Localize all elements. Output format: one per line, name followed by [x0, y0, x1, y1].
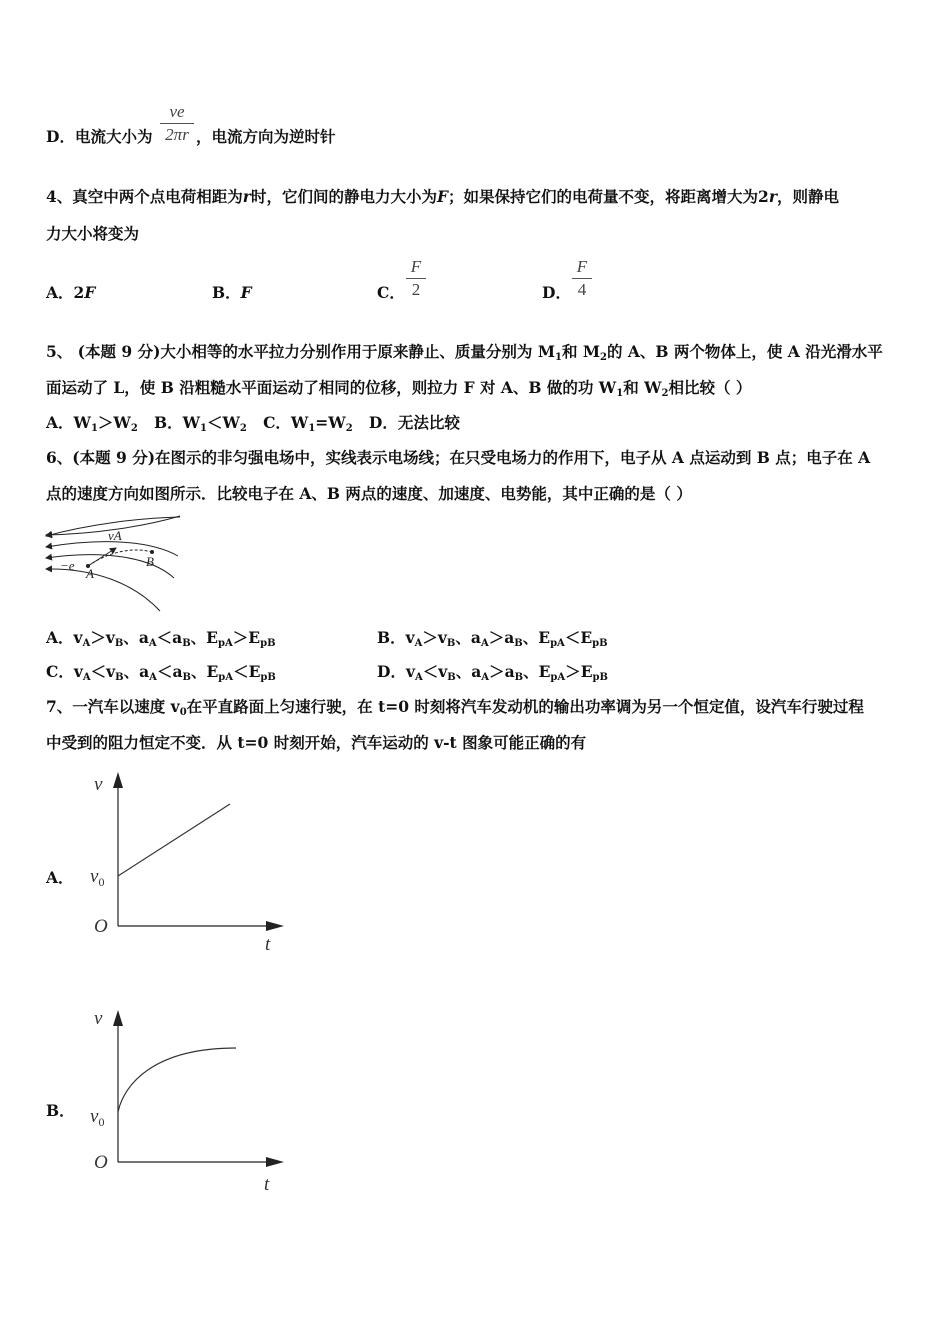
v-t-curve	[118, 1048, 236, 1112]
q5-option-c[interactable]: C．$W_1=W_2$	[263, 413, 353, 434]
q4-option-c-fraction: F 2	[406, 257, 426, 300]
y-axis-label: v	[94, 774, 103, 795]
q7-stem-line2: 中受到的阻力恒定不变．从 t=0 时刻开始，汽车运动的 v-t 图象可能正确的有	[46, 733, 587, 752]
q3-option-d: D．电流大小为	[46, 127, 153, 146]
q5-option-a[interactable]: A．$W_1>W_2$	[46, 413, 138, 434]
q6-option-b[interactable]: B．$v_A>v_B$、$a_A>a_B$、$E_{pA}<E_{pB}$	[377, 628, 608, 649]
x-axis-arrow	[266, 921, 284, 931]
electric-field-figure	[40, 512, 190, 614]
q6-stem-line2: 点的速度方向如图所示．比较电子在 A、B 两点的速度、加速度、电势能，其中正确的是（ ）	[46, 484, 692, 503]
q4-stem-line2: 力大小将变为	[46, 224, 140, 243]
origin-label: O	[94, 916, 108, 937]
q4-option-d[interactable]: D．	[542, 283, 571, 302]
q7-graph-b	[84, 1004, 294, 1194]
label-b: B	[146, 554, 154, 569]
v0-label: $v_0$	[90, 1106, 105, 1129]
origin-label: O	[94, 1152, 108, 1173]
q4-option-a[interactable]: A．2F	[46, 283, 96, 302]
q4-option-d-fraction: F 4	[572, 257, 592, 300]
label-e: −e	[60, 558, 75, 573]
x-axis-arrow	[266, 1157, 284, 1167]
q7-option-b-label[interactable]: B．	[46, 1101, 75, 1120]
q6-option-a[interactable]: A．$v_A>v_B$、$a_A<a_B$、$E_{pA}>E_{pB}$	[46, 628, 276, 649]
y-axis-arrow	[113, 772, 123, 788]
q5-stem-line1: 5、 (本题 9 分)大小相等的水平拉力分别作用于原来静止、质量分别为 $M_1$和 $M_2$的 A、B 两个物体上，使 A 沿光滑水平	[46, 342, 883, 363]
trajectory-path	[88, 550, 152, 566]
q3-option-d-suffix: ，电流方向为逆时针	[196, 127, 336, 146]
q7-option-a-label[interactable]: A．	[46, 868, 74, 887]
q4-stem-line1: 4、真空中两个点电荷相距为r时，它们间的静电力大小为F；如果保持它们的电荷量不变，将距离增大为2r，则静电	[46, 187, 839, 206]
label-va: vA	[108, 528, 122, 543]
q5-option-d[interactable]: D．无法比较	[368, 413, 460, 432]
q7-graph-a	[84, 766, 294, 956]
q6-option-c[interactable]: C．$v_A<v_B$、$a_A<a_B$、$E_{pA}<E_{pB}$	[46, 662, 276, 683]
y-axis-label: v	[94, 1008, 103, 1029]
q3-fraction: ve 2πr	[160, 102, 194, 145]
x-axis-label: t	[265, 934, 271, 955]
q5-option-b[interactable]: B．$W_1<W_2$	[154, 413, 247, 434]
q5-options	[46, 413, 460, 439]
q5-stem-line2: 面运动了 L，使 B 沿粗糙水平面运动了相同的位移，则拉力 F 对 A、B 做的功 $W_1$和 $W_2$相比较（ ）	[46, 378, 752, 399]
q6-option-d[interactable]: D．$v_A<v_B$、$a_A>a_B$、$E_{pA}>E_{pB}$	[377, 662, 608, 683]
v-t-line	[118, 804, 230, 876]
y-axis-arrow	[113, 1010, 123, 1026]
v0-label: $v_0$	[90, 866, 105, 889]
label-a: A	[86, 566, 94, 581]
q4-option-b[interactable]: B．F	[212, 283, 252, 302]
field-line	[46, 569, 160, 611]
option-label: D．	[46, 127, 75, 146]
q4-option-c[interactable]: C．	[377, 283, 405, 302]
x-axis-label: t	[264, 1174, 270, 1194]
q7-stem-line1: 7、一汽车以速度 $v_0$在平直路面上匀速行驶，在 t=0 时刻将汽车发动机的输出功率调为另一个恒定值，设汽车行驶过程	[46, 697, 864, 718]
q6-stem-line1: 6、(本题 9 分)在图示的非匀强电场中，实线表示电场线；在只受电场力的作用下，电子从 A 点运动到 B 点；电子在 A	[46, 448, 871, 467]
